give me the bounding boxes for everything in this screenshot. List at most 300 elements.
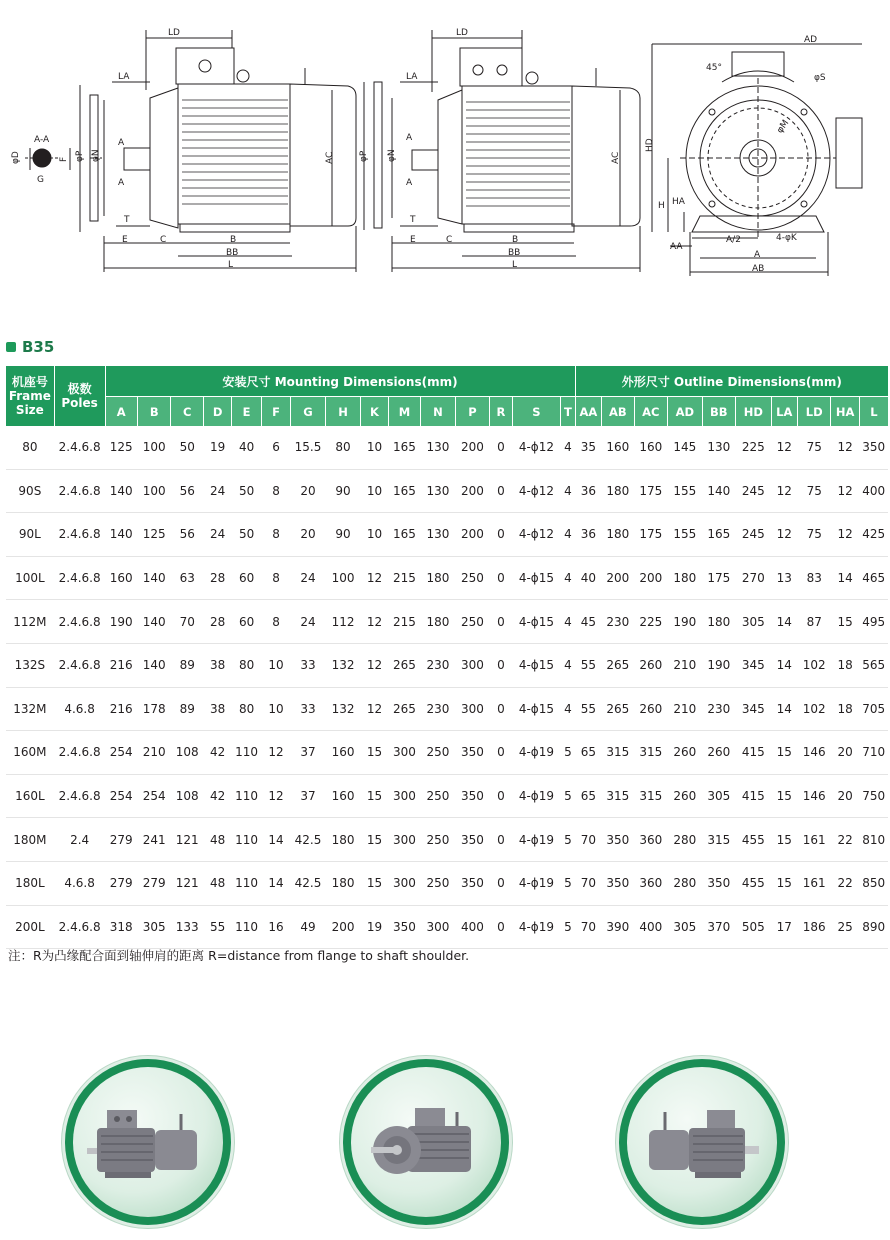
side-view-1-labels [11,28,335,270]
table-cell: 260 [702,731,736,775]
table-cell: 350 [859,426,888,469]
table-cell: 15 [771,774,797,818]
table-cell: 50 [171,426,203,469]
table-cell: 241 [137,818,171,862]
table-cell: 75 [797,426,831,469]
dim-label-t-2: T [410,215,416,225]
table-cell: 50 [232,513,261,557]
table-cell: 55 [575,643,601,687]
table-cell: 300 [455,687,490,731]
front-view [652,44,862,276]
table-cell: 80 [325,426,361,469]
table-cell: 110 [232,818,261,862]
table-cell: 90S [6,469,55,513]
table-row [6,687,889,731]
table-cell: 36 [575,469,601,513]
section-title-text: B35 [22,338,55,356]
table-cell: 13 [771,556,797,600]
table-row [6,731,889,775]
table-cell: 0 [490,687,512,731]
column-header-c: C [171,397,203,427]
column-header-l: L [859,397,888,427]
table-cell: 87 [797,600,831,644]
table-cell: 6 [261,426,290,469]
table-cell: 132M [6,687,55,731]
dim-label-l-2: L [512,260,518,270]
table-cell: 345 [736,643,772,687]
table-cell: 200 [455,469,490,513]
table-cell: 505 [736,905,772,949]
table-cell: 15 [771,731,797,775]
table-cell: 250 [421,861,456,905]
table-cell: 24 [203,513,231,557]
table-cell: 350 [388,905,420,949]
table-cell: 8 [261,469,290,513]
dim-label-a-front: A [754,250,761,260]
table-cell: 4-ϕ19 [512,731,561,775]
table-cell: 210 [668,643,703,687]
table-cell: 250 [421,774,456,818]
table-cell: 65 [575,774,601,818]
table-cell: 270 [736,556,772,600]
table-cell: 14 [771,687,797,731]
table-cell: 315 [634,731,668,775]
table-cell: 75 [797,513,831,557]
table-row [6,774,889,818]
table-cell: 186 [797,905,831,949]
table-cell: 400 [634,905,668,949]
dim-label-la: LA [118,72,130,82]
table-cell: 37 [291,731,326,775]
table-cell: 300 [388,861,420,905]
dim-label-f: F [59,156,69,162]
table-row [6,818,889,862]
table-cell: 146 [797,731,831,775]
table-cell: 216 [105,643,137,687]
table-cell: 265 [388,643,420,687]
table-cell: 42.5 [291,861,326,905]
table-cell: 15.5 [291,426,326,469]
table-cell: 42.5 [291,818,326,862]
dim-label-a-top-2: A [406,133,413,143]
table-cell: 360 [634,861,668,905]
table-header [6,366,889,426]
table-cell: 245 [736,469,772,513]
table-cell: 110 [232,731,261,775]
table-cell: 14 [261,861,290,905]
table-cell: 15 [831,600,859,644]
table-cell: 15 [771,861,797,905]
table-cell: 216 [105,687,137,731]
table-cell: 125 [105,426,137,469]
table-cell: 102 [797,687,831,731]
table-cell: 70 [575,861,601,905]
table-cell: 12 [261,731,290,775]
table-cell: 350 [602,861,634,905]
table-cell: 56 [171,469,203,513]
footnote: 注：R为凸缘配合面到轴伸肩的距离 R=distance from flange to shaft shoulder. [8,948,470,963]
table-cell: 280 [668,861,703,905]
table-cell: 390 [602,905,634,949]
mounting-dimensions-header: 安装尺寸 Mounting Dimensions(mm) [105,366,575,397]
table-cell: 260 [668,774,703,818]
table-cell: 100 [137,426,171,469]
table-cell: 28 [203,556,231,600]
table-cell: 5 [561,731,575,775]
table-cell: 315 [602,774,634,818]
table-cell: 200 [455,426,490,469]
dim-label-a-top: A [118,138,125,148]
table-cell: 0 [490,643,512,687]
table-cell: 8 [261,513,290,557]
table-cell: 12 [261,774,290,818]
table-cell: 0 [490,469,512,513]
table-cell: 200 [455,513,490,557]
table-cell: 415 [736,731,772,775]
product-photo-1 [62,1056,234,1228]
table-cell: 318 [105,905,137,949]
table-cell: 155 [668,513,703,557]
dim-label-c: C [160,235,167,245]
table-cell: 4 [561,687,575,731]
table-cell: 2.4.6.8 [54,469,105,513]
table-cell: 5 [561,861,575,905]
table-cell: 70 [575,818,601,862]
dim-label-aa: AA [670,242,683,252]
table-cell: 165 [388,426,420,469]
front-view-labels [645,35,826,274]
table-cell: 80 [6,426,55,469]
table-cell: 4-ϕ12 [512,426,561,469]
table-cell: 100 [137,469,171,513]
table-cell: 10 [261,687,290,731]
brake-motor-rear-view-icon [637,1092,767,1192]
table-cell: 12 [361,687,388,731]
table-cell: 279 [105,818,137,862]
table-cell: 140 [137,643,171,687]
table-cell: 63 [171,556,203,600]
table-cell: 100L [6,556,55,600]
column-header-b: B [137,397,171,427]
table-cell: 24 [203,469,231,513]
dim-label-ld: LD [168,28,180,38]
table-cell: 2.4.6.8 [54,600,105,644]
table-cell: 200 [634,556,668,600]
table-cell: 20 [831,774,859,818]
column-header-ad: AD [668,397,703,427]
table-cell: 140 [105,469,137,513]
table-cell: 110 [232,861,261,905]
table-cell: 20 [291,469,326,513]
table-cell: 50 [232,469,261,513]
table-cell: 24 [291,600,326,644]
table-cell: 125 [137,513,171,557]
table-cell: 100 [325,556,361,600]
table-cell: 90 [325,513,361,557]
table-cell: 15 [361,731,388,775]
dim-label-bb: BB [226,248,239,258]
table-cell: 165 [702,513,736,557]
table-cell: 2.4.6.8 [54,556,105,600]
table-cell: 0 [490,818,512,862]
table-cell: 12 [831,513,859,557]
table-cell: 4-ϕ12 [512,513,561,557]
table-cell: 48 [203,818,231,862]
table-cell: 130 [421,426,456,469]
table-cell: 22 [831,818,859,862]
table-cell: 455 [736,861,772,905]
dim-label-a-bottom: A [118,178,125,188]
table-cell: 130 [702,426,736,469]
column-header-aa: AA [575,397,601,427]
table-cell: 230 [421,643,456,687]
table-cell: 265 [602,643,634,687]
table-cell: 12 [831,426,859,469]
table-cell: 210 [668,687,703,731]
dim-label-h: H [658,201,665,211]
table-cell: 160 [602,426,634,469]
table-cell: 254 [105,774,137,818]
table-cell: 305 [702,774,736,818]
table-cell: 180L [6,861,55,905]
table-cell: 132 [325,643,361,687]
table-cell: 350 [455,774,490,818]
dim-label-phi-d: φD [11,151,21,164]
table-row [6,469,889,513]
table-cell: 14 [261,818,290,862]
table-cell: 180 [325,818,361,862]
table-cell: 305 [137,905,171,949]
table-cell: 33 [291,643,326,687]
table-cell: 14 [831,556,859,600]
table-cell: 200L [6,905,55,949]
table-cell: 350 [455,861,490,905]
column-header-k: K [361,397,388,427]
column-header-s: S [512,397,561,427]
table-cell: 345 [736,687,772,731]
table-cell: 14 [771,600,797,644]
table-cell: 305 [736,600,772,644]
table-cell: 112 [325,600,361,644]
column-header-row [6,397,889,427]
table-cell: 19 [361,905,388,949]
table-cell: 5 [561,774,575,818]
product-photo-3 [616,1056,788,1228]
table-cell: 225 [634,600,668,644]
dim-label-a-a: A-A [34,135,50,145]
table-cell: 260 [634,687,668,731]
dim-label-ab: AB [752,264,765,274]
table-cell: 25 [831,905,859,949]
table-cell: 215 [388,556,420,600]
dim-label-ld-2: LD [456,28,468,38]
table-cell: 37 [291,774,326,818]
table-cell: 300 [388,818,420,862]
table-cell: 160L [6,774,55,818]
column-header-h: H [325,397,361,427]
table-row [6,905,889,949]
table-cell: 70 [575,905,601,949]
table-cell: 5 [561,818,575,862]
table-cell: 17 [771,905,797,949]
dimension-drawings [0,0,890,300]
frame-size-header: 机座号 Frame Size [6,366,55,426]
table-cell: 175 [634,513,668,557]
poles-header: 极数 Poles [54,366,105,426]
dim-label-t: T [124,215,130,225]
dim-label-phi-s: φS [814,73,826,83]
table-cell: 60 [232,556,261,600]
table-cell: 300 [388,731,420,775]
table-cell: 12 [361,600,388,644]
table-cell: 56 [171,513,203,557]
table-cell: 180 [325,861,361,905]
dim-label-la-2: LA [406,72,418,82]
table-cell: 710 [859,731,888,775]
table-cell: 108 [171,774,203,818]
table-cell: 130 [421,513,456,557]
table-cell: 4 [561,469,575,513]
table-cell: 810 [859,818,888,862]
table-cell: 132S [6,643,55,687]
table-cell: 10 [361,513,388,557]
table-cell: 350 [702,861,736,905]
table-cell: 146 [797,774,831,818]
table-cell: 370 [702,905,736,949]
dim-label-b: B [230,235,237,245]
column-header-m: M [388,397,420,427]
table-cell: 0 [490,861,512,905]
table-cell: 140 [137,556,171,600]
table-cell: 2.4.6.8 [54,426,105,469]
table-cell: 140 [702,469,736,513]
table-cell: 250 [421,731,456,775]
table-cell: 140 [137,600,171,644]
table-cell: 102 [797,643,831,687]
table-cell: 160 [634,426,668,469]
table-cell: 279 [105,861,137,905]
table-cell: 4 [561,600,575,644]
column-header-ld: LD [797,397,831,427]
table-cell: 108 [171,731,203,775]
dim-label-ad: AD [804,35,818,45]
column-header-hd: HD [736,397,772,427]
table-cell: 0 [490,600,512,644]
table-cell: 190 [668,600,703,644]
table-cell: 28 [203,600,231,644]
table-cell: 180 [421,556,456,600]
column-header-r: R [490,397,512,427]
table-body [6,426,889,949]
table-cell: 12 [771,469,797,513]
table-cell: 245 [736,513,772,557]
column-header-a: A [105,397,137,427]
table-cell: 254 [105,731,137,775]
table-cell: 4.6.8 [54,861,105,905]
table-cell: 60 [232,600,261,644]
table-cell: 160M [6,731,55,775]
table-row [6,556,889,600]
table-cell: 250 [455,600,490,644]
dim-label-b-2: B [512,235,519,245]
table-cell: 0 [490,556,512,600]
table-cell: 10 [361,426,388,469]
table-cell: 10 [361,469,388,513]
table-cell: 4 [561,513,575,557]
table-cell: 180M [6,818,55,862]
dim-label-hd: HD [645,138,655,152]
table-cell: 300 [421,905,456,949]
table-cell: 4-ϕ19 [512,861,561,905]
table-cell: 260 [668,731,703,775]
dim-label-45-degree: 45° [706,63,722,73]
table-cell: 15 [771,818,797,862]
table-cell: 140 [105,513,137,557]
table-cell: 4-ϕ15 [512,687,561,731]
dim-label-phi-p: φP [75,150,85,162]
table-cell: 225 [736,426,772,469]
table-cell: 315 [634,774,668,818]
table-cell: 2.4.6.8 [54,513,105,557]
table-cell: 161 [797,861,831,905]
table-cell: 14 [771,643,797,687]
table-cell: 180 [602,513,634,557]
table-cell: 24 [291,556,326,600]
column-header-ac: AC [634,397,668,427]
table-cell: 180 [421,600,456,644]
table-cell: 705 [859,687,888,731]
table-cell: 4-ϕ19 [512,905,561,949]
table-cell: 15 [361,774,388,818]
table-row [6,513,889,557]
dim-label-a-half: A/2 [726,235,741,245]
table-cell: 230 [602,600,634,644]
table-cell: 45 [575,600,601,644]
table-cell: 121 [171,818,203,862]
product-photo-2 [340,1056,512,1228]
table-cell: 415 [736,774,772,818]
table-cell: 180 [602,469,634,513]
table-cell: 160 [325,731,361,775]
column-header-bb: BB [702,397,736,427]
table-cell: 110 [232,905,261,949]
table-cell: 4 [561,556,575,600]
dim-label-4-phi-k: 4-φK [776,233,797,243]
dim-label-a-bottom-2: A [406,178,413,188]
table-cell: 12 [771,426,797,469]
table-cell: 0 [490,426,512,469]
table-cell: 2.4 [54,818,105,862]
column-header-la: LA [771,397,797,427]
table-cell: 850 [859,861,888,905]
dim-label-phi-p-2: φP [359,150,369,162]
table-cell: 495 [859,600,888,644]
table-cell: 300 [388,774,420,818]
table-cell: 10 [261,643,290,687]
table-cell: 180 [668,556,703,600]
column-header-f: F [261,397,290,427]
table-cell: 18 [831,687,859,731]
table-cell: 80 [232,643,261,687]
table-cell: 133 [171,905,203,949]
table-cell: 2.4.6.8 [54,731,105,775]
table-cell: 4-ϕ12 [512,469,561,513]
table-cell: 4-ϕ15 [512,600,561,644]
table-cell: 250 [455,556,490,600]
table-cell: 165 [388,469,420,513]
table-cell: 350 [602,818,634,862]
table-cell: 260 [634,643,668,687]
